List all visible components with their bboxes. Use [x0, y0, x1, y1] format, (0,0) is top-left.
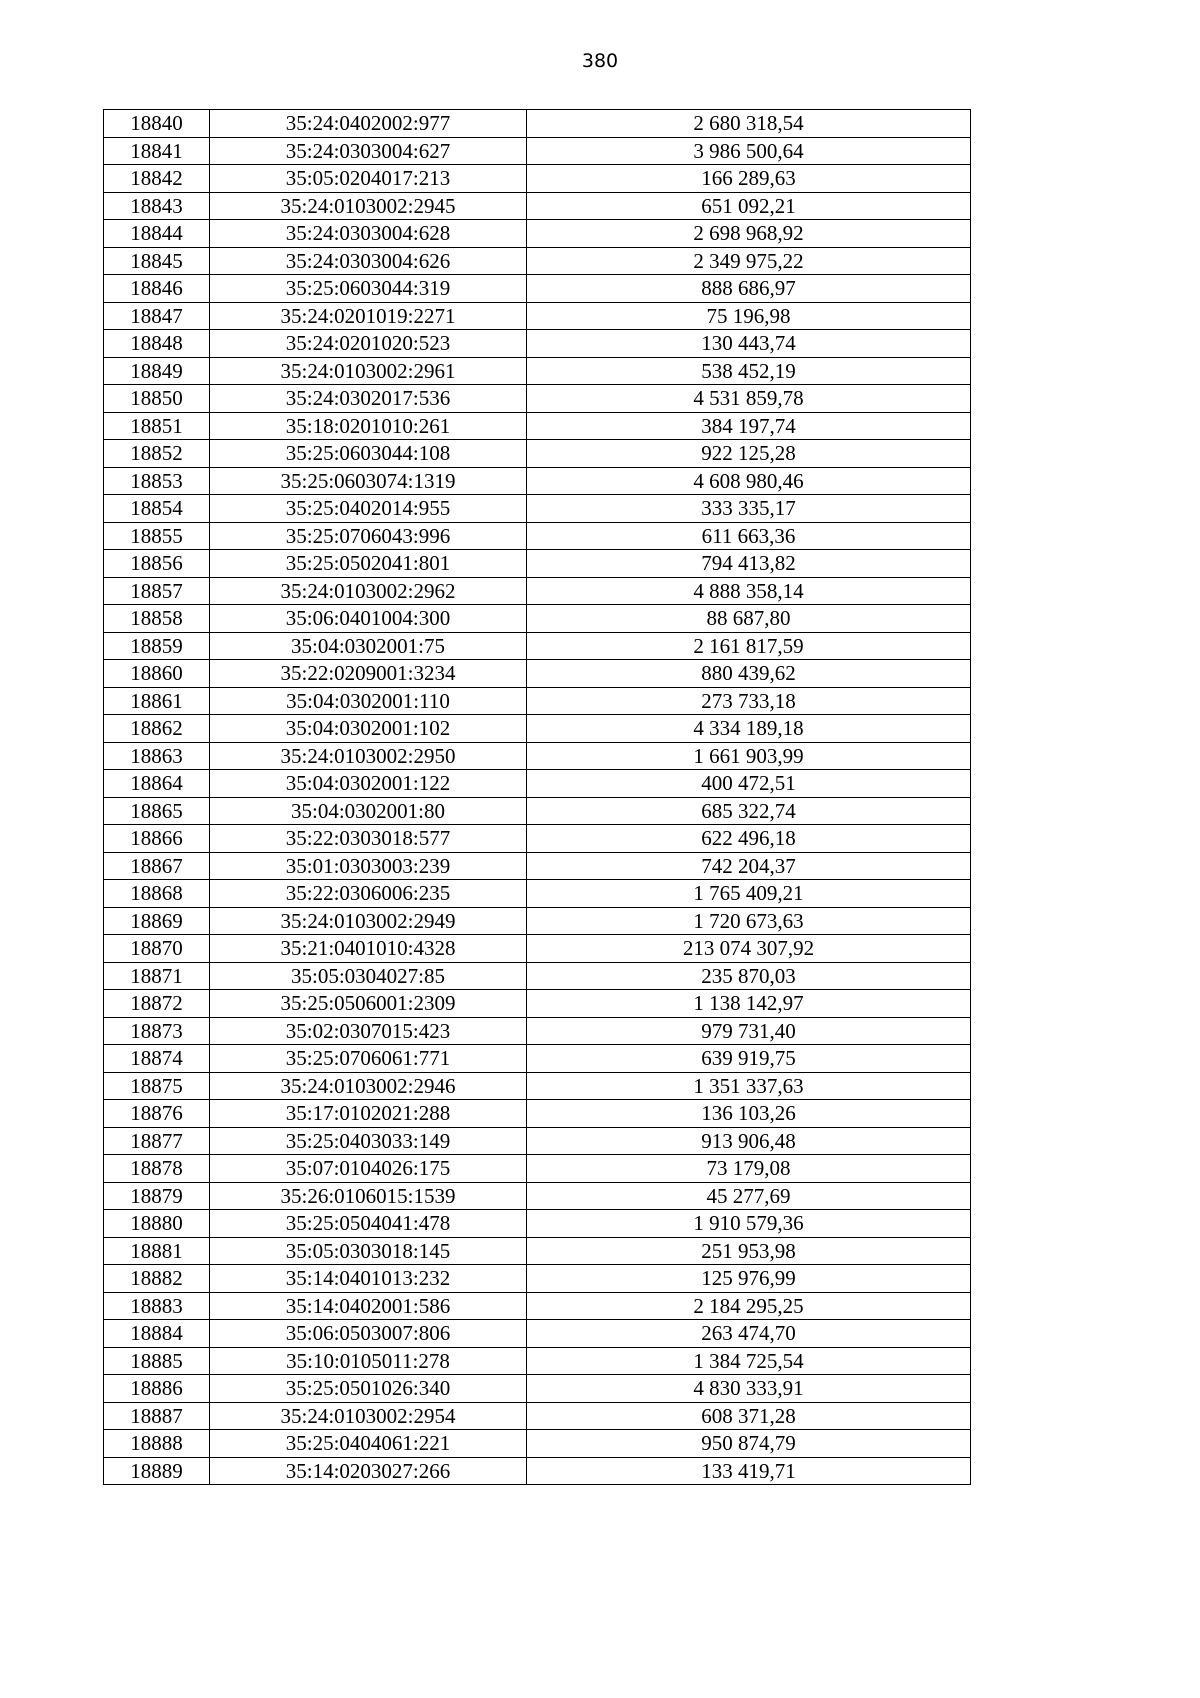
value-cell: 611 663,36 — [527, 522, 971, 550]
row-number-cell: 18847 — [104, 302, 210, 330]
value-cell: 2 349 975,22 — [527, 247, 971, 275]
table-row — [104, 852, 971, 880]
cadastral-number-cell: 35:22:0303018:577 — [210, 825, 527, 853]
table-row — [104, 302, 971, 330]
value-cell: 125 976,99 — [527, 1265, 971, 1293]
cadastral-number-cell: 35:25:0706043:996 — [210, 522, 527, 550]
registry-table — [103, 109, 971, 1485]
cadastral-number-cell: 35:17:0102021:288 — [210, 1100, 527, 1128]
value-cell: 639 919,75 — [527, 1045, 971, 1073]
table-row — [104, 962, 971, 990]
row-number-cell: 18840 — [104, 110, 210, 138]
cadastral-number-cell: 35:05:0204017:213 — [210, 165, 527, 193]
row-number-cell: 18859 — [104, 632, 210, 660]
value-cell: 88 687,80 — [527, 605, 971, 633]
row-number-cell: 18886 — [104, 1375, 210, 1403]
row-number-cell: 18880 — [104, 1210, 210, 1238]
table-row — [104, 275, 971, 303]
value-cell: 133 419,71 — [527, 1457, 971, 1485]
table-row — [104, 550, 971, 578]
value-cell: 251 953,98 — [527, 1237, 971, 1265]
cadastral-number-cell: 35:24:0303004:626 — [210, 247, 527, 275]
cadastral-number-cell: 35:25:0603074:1319 — [210, 467, 527, 495]
table-row — [104, 1210, 971, 1238]
row-number-cell: 18883 — [104, 1292, 210, 1320]
cadastral-number-cell: 35:04:0302001:75 — [210, 632, 527, 660]
table-row — [104, 632, 971, 660]
table-row — [104, 385, 971, 413]
row-number-cell: 18854 — [104, 495, 210, 523]
row-number-cell: 18878 — [104, 1155, 210, 1183]
cadastral-number-cell: 35:24:0103002:2950 — [210, 742, 527, 770]
cadastral-number-cell: 35:24:0103002:2946 — [210, 1072, 527, 1100]
cadastral-number-cell: 35:14:0402001:586 — [210, 1292, 527, 1320]
table-row — [104, 1457, 971, 1485]
row-number-cell: 18845 — [104, 247, 210, 275]
value-cell: 235 870,03 — [527, 962, 971, 990]
cadastral-number-cell: 35:05:0303018:145 — [210, 1237, 527, 1265]
value-cell: 3 986 500,64 — [527, 137, 971, 165]
row-number-cell: 18863 — [104, 742, 210, 770]
cadastral-number-cell: 35:24:0103002:2945 — [210, 192, 527, 220]
table-row — [104, 440, 971, 468]
cadastral-number-cell: 35:21:0401010:4328 — [210, 935, 527, 963]
cadastral-number-cell: 35:24:0303004:627 — [210, 137, 527, 165]
table-row — [104, 1347, 971, 1375]
row-number-cell: 18860 — [104, 660, 210, 688]
row-number-cell: 18870 — [104, 935, 210, 963]
value-cell: 922 125,28 — [527, 440, 971, 468]
cadastral-number-cell: 35:01:0303003:239 — [210, 852, 527, 880]
value-cell: 2 161 817,59 — [527, 632, 971, 660]
cadastral-number-cell: 35:02:0307015:423 — [210, 1017, 527, 1045]
row-number-cell: 18881 — [104, 1237, 210, 1265]
cadastral-number-cell: 35:25:0706061:771 — [210, 1045, 527, 1073]
value-cell: 273 733,18 — [527, 687, 971, 715]
cadastral-number-cell: 35:22:0306006:235 — [210, 880, 527, 908]
row-number-cell: 18843 — [104, 192, 210, 220]
row-number-cell: 18873 — [104, 1017, 210, 1045]
table-row — [104, 137, 971, 165]
value-cell: 400 472,51 — [527, 770, 971, 798]
table-row — [104, 220, 971, 248]
table-row — [104, 412, 971, 440]
row-number-cell: 18851 — [104, 412, 210, 440]
value-cell: 622 496,18 — [527, 825, 971, 853]
cadastral-number-cell: 35:18:0201010:261 — [210, 412, 527, 440]
row-number-cell: 18868 — [104, 880, 210, 908]
table-row — [104, 1155, 971, 1183]
value-cell: 608 371,28 — [527, 1402, 971, 1430]
table-row — [104, 660, 971, 688]
row-number-cell: 18848 — [104, 330, 210, 358]
cadastral-number-cell: 35:14:0401013:232 — [210, 1265, 527, 1293]
value-cell: 880 439,62 — [527, 660, 971, 688]
row-number-cell: 18884 — [104, 1320, 210, 1348]
cadastral-number-cell: 35:24:0103002:2962 — [210, 577, 527, 605]
page-number: 380 — [581, 50, 619, 72]
value-cell: 2 184 295,25 — [527, 1292, 971, 1320]
cadastral-number-cell: 35:10:0105011:278 — [210, 1347, 527, 1375]
value-cell: 538 452,19 — [527, 357, 971, 385]
value-cell: 651 092,21 — [527, 192, 971, 220]
table-row — [104, 247, 971, 275]
table-row — [104, 742, 971, 770]
table-row — [104, 1045, 971, 1073]
table-row — [104, 165, 971, 193]
value-cell: 45 277,69 — [527, 1182, 971, 1210]
row-number-cell: 18872 — [104, 990, 210, 1018]
table-row — [104, 1430, 971, 1458]
row-number-cell: 18876 — [104, 1100, 210, 1128]
value-cell: 1 910 579,36 — [527, 1210, 971, 1238]
row-number-cell: 18849 — [104, 357, 210, 385]
value-cell: 1 765 409,21 — [527, 880, 971, 908]
row-number-cell: 18853 — [104, 467, 210, 495]
value-cell: 2 698 968,92 — [527, 220, 971, 248]
value-cell: 913 906,48 — [527, 1127, 971, 1155]
cadastral-number-cell: 35:24:0103002:2961 — [210, 357, 527, 385]
value-cell: 979 731,40 — [527, 1017, 971, 1045]
value-cell: 75 196,98 — [527, 302, 971, 330]
table-row — [104, 715, 971, 743]
cadastral-number-cell: 35:06:0401004:300 — [210, 605, 527, 633]
value-cell: 1 384 725,54 — [527, 1347, 971, 1375]
table-row — [104, 907, 971, 935]
row-number-cell: 18871 — [104, 962, 210, 990]
cadastral-number-cell: 35:25:0506001:2309 — [210, 990, 527, 1018]
table-row — [104, 990, 971, 1018]
value-cell: 4 531 859,78 — [527, 385, 971, 413]
cadastral-number-cell: 35:05:0304027:85 — [210, 962, 527, 990]
cadastral-number-cell: 35:07:0104026:175 — [210, 1155, 527, 1183]
cadastral-number-cell: 35:06:0503007:806 — [210, 1320, 527, 1348]
value-cell: 1 661 903,99 — [527, 742, 971, 770]
cadastral-number-cell: 35:24:0103002:2949 — [210, 907, 527, 935]
table-row — [104, 1072, 971, 1100]
table-row — [104, 1265, 971, 1293]
table-row — [104, 1402, 971, 1430]
row-number-cell: 18861 — [104, 687, 210, 715]
row-number-cell: 18869 — [104, 907, 210, 935]
cadastral-number-cell: 35:24:0103002:2954 — [210, 1402, 527, 1430]
value-cell: 4 334 189,18 — [527, 715, 971, 743]
row-number-cell: 18844 — [104, 220, 210, 248]
value-cell: 4 608 980,46 — [527, 467, 971, 495]
table-row — [104, 770, 971, 798]
table-row — [104, 825, 971, 853]
row-number-cell: 18856 — [104, 550, 210, 578]
cadastral-number-cell: 35:04:0302001:110 — [210, 687, 527, 715]
row-number-cell: 18885 — [104, 1347, 210, 1375]
value-cell: 384 197,74 — [527, 412, 971, 440]
value-cell: 1 138 142,97 — [527, 990, 971, 1018]
value-cell: 73 179,08 — [527, 1155, 971, 1183]
table-row — [104, 1100, 971, 1128]
row-number-cell: 18877 — [104, 1127, 210, 1155]
row-number-cell: 18866 — [104, 825, 210, 853]
table-row — [104, 1237, 971, 1265]
table-row — [104, 1127, 971, 1155]
cadastral-number-cell: 35:25:0502041:801 — [210, 550, 527, 578]
value-cell: 685 322,74 — [527, 797, 971, 825]
table-row — [104, 192, 971, 220]
value-cell: 263 474,70 — [527, 1320, 971, 1348]
row-number-cell: 18862 — [104, 715, 210, 743]
value-cell: 888 686,97 — [527, 275, 971, 303]
cadastral-number-cell: 35:24:0201020:523 — [210, 330, 527, 358]
value-cell: 4 888 358,14 — [527, 577, 971, 605]
table-row — [104, 110, 971, 138]
row-number-cell: 18888 — [104, 1430, 210, 1458]
value-cell: 1 351 337,63 — [527, 1072, 971, 1100]
table-row — [104, 605, 971, 633]
row-number-cell: 18882 — [104, 1265, 210, 1293]
table-row — [104, 687, 971, 715]
table-row — [104, 467, 971, 495]
table-row — [104, 495, 971, 523]
value-cell: 794 413,82 — [527, 550, 971, 578]
table-row — [104, 1182, 971, 1210]
cadastral-number-cell: 35:25:0501026:340 — [210, 1375, 527, 1403]
row-number-cell: 18857 — [104, 577, 210, 605]
cadastral-number-cell: 35:14:0203027:266 — [210, 1457, 527, 1485]
row-number-cell: 18875 — [104, 1072, 210, 1100]
value-cell: 213 074 307,92 — [527, 935, 971, 963]
value-cell: 333 335,17 — [527, 495, 971, 523]
cadastral-number-cell: 35:26:0106015:1539 — [210, 1182, 527, 1210]
cadastral-number-cell: 35:25:0403033:149 — [210, 1127, 527, 1155]
row-number-cell: 18879 — [104, 1182, 210, 1210]
cadastral-number-cell: 35:22:0209001:3234 — [210, 660, 527, 688]
row-number-cell: 18852 — [104, 440, 210, 468]
table-row — [104, 1017, 971, 1045]
row-number-cell: 18841 — [104, 137, 210, 165]
cadastral-number-cell: 35:04:0302001:80 — [210, 797, 527, 825]
value-cell: 136 103,26 — [527, 1100, 971, 1128]
table-row — [104, 330, 971, 358]
cadastral-number-cell: 35:24:0302017:536 — [210, 385, 527, 413]
cadastral-number-cell: 35:24:0201019:2271 — [210, 302, 527, 330]
table-row — [104, 1292, 971, 1320]
table-row — [104, 357, 971, 385]
row-number-cell: 18850 — [104, 385, 210, 413]
cadastral-number-cell: 35:25:0504041:478 — [210, 1210, 527, 1238]
row-number-cell: 18874 — [104, 1045, 210, 1073]
cadastral-number-cell: 35:25:0603044:319 — [210, 275, 527, 303]
table-row — [104, 935, 971, 963]
row-number-cell: 18846 — [104, 275, 210, 303]
row-number-cell: 18889 — [104, 1457, 210, 1485]
row-number-cell: 18855 — [104, 522, 210, 550]
cadastral-number-cell: 35:25:0404061:221 — [210, 1430, 527, 1458]
table-row — [104, 1320, 971, 1348]
row-number-cell: 18865 — [104, 797, 210, 825]
value-cell: 4 830 333,91 — [527, 1375, 971, 1403]
value-cell: 1 720 673,63 — [527, 907, 971, 935]
row-number-cell: 18887 — [104, 1402, 210, 1430]
row-number-cell: 18867 — [104, 852, 210, 880]
cadastral-number-cell: 35:24:0402002:977 — [210, 110, 527, 138]
registry-table-body — [104, 110, 971, 1485]
value-cell: 950 874,79 — [527, 1430, 971, 1458]
table-row — [104, 1375, 971, 1403]
cadastral-number-cell: 35:24:0303004:628 — [210, 220, 527, 248]
value-cell: 2 680 318,54 — [527, 110, 971, 138]
row-number-cell: 18864 — [104, 770, 210, 798]
cadastral-number-cell: 35:25:0603044:108 — [210, 440, 527, 468]
table-row — [104, 880, 971, 908]
table-row — [104, 577, 971, 605]
row-number-cell: 18842 — [104, 165, 210, 193]
value-cell: 166 289,63 — [527, 165, 971, 193]
row-number-cell: 18858 — [104, 605, 210, 633]
table-row — [104, 797, 971, 825]
table-row — [104, 522, 971, 550]
value-cell: 742 204,37 — [527, 852, 971, 880]
cadastral-number-cell: 35:25:0402014:955 — [210, 495, 527, 523]
cadastral-number-cell: 35:04:0302001:102 — [210, 715, 527, 743]
value-cell: 130 443,74 — [527, 330, 971, 358]
cadastral-number-cell: 35:04:0302001:122 — [210, 770, 527, 798]
